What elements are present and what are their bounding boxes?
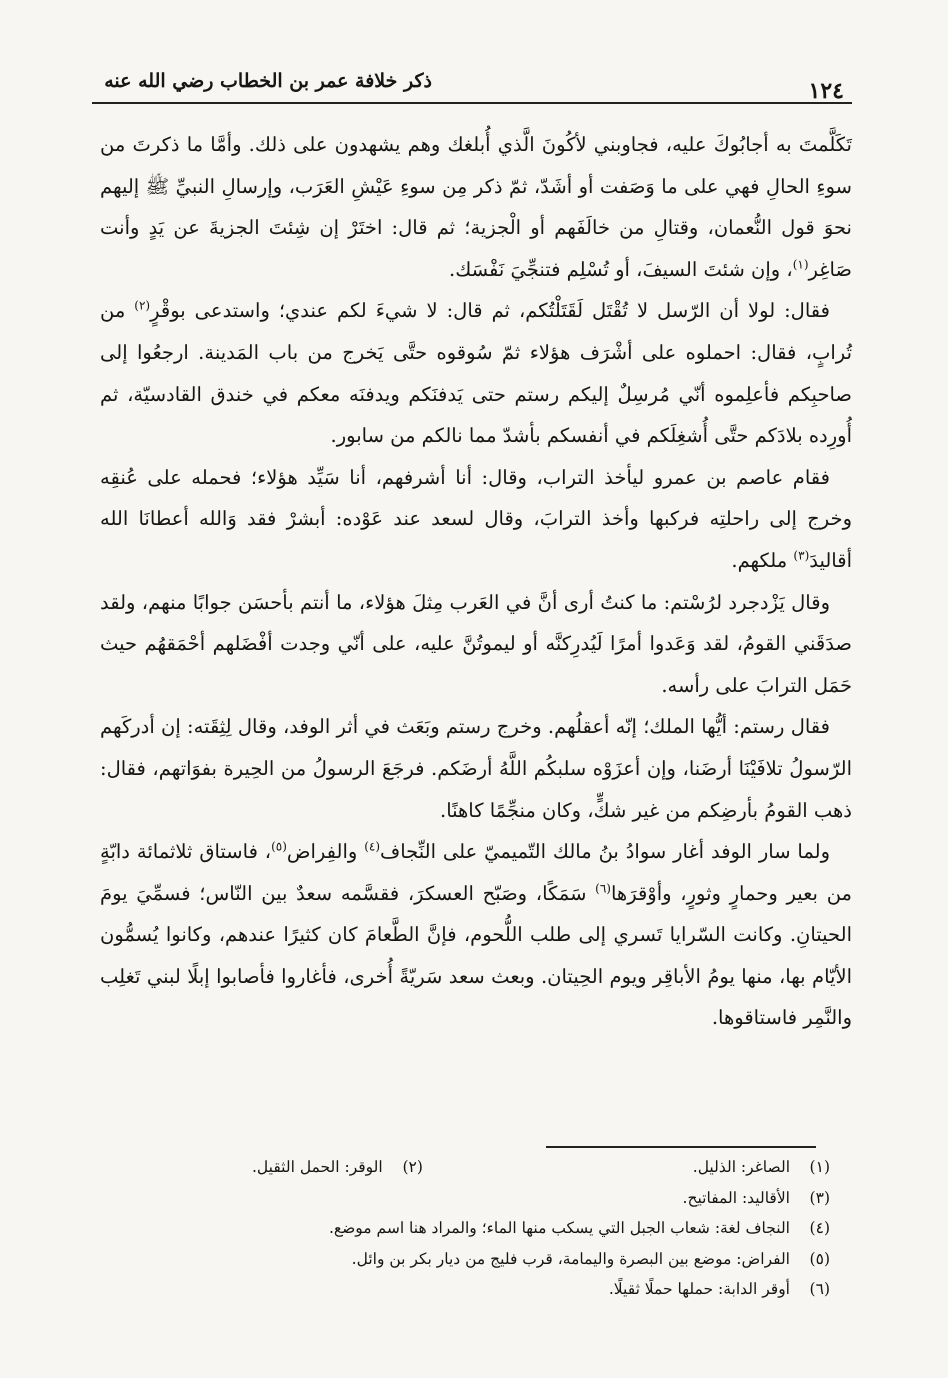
page-number: ١٢٤	[808, 78, 844, 104]
footnote-text: النجاف لغة: شعاب الجبل التي يسكب منها الماء؛ والمراد هنا اسم موضع.	[328, 1219, 790, 1237]
footnote-number: (٦)	[809, 1280, 830, 1298]
footnote-ref: (١)	[792, 257, 809, 272]
footnote-number: (٥)	[809, 1249, 830, 1268]
footnote	[230, 1274, 830, 1305]
footnote-text: الأقاليد: المفاتيح.	[682, 1188, 790, 1207]
paragraph	[100, 457, 852, 582]
paragraph-text: فقام عاصم بن عمرو ليأخذ التراب، وقال: أنا أشرفهم، أنا سَيِّد هؤلاء؛ فحمله على عُنقِه وخرج إلى راحلتِه فركبها وأخذ الترابَ، وقال لسعد عند عَوْده: أبشرْ فقد وَالله أعطانَا الله أقاليدَ	[100, 465, 852, 572]
footnote-text: الوقر: الحمل الثقيل.	[252, 1158, 383, 1176]
paragraph-text: سَمَكًا، وصَبّح العسكرَ، فقسَّمه سعدٌ بين النّاس؛ فسمِّيَ يومَ الحيتانِ. وكانت السّرايا تَسري إلى طلب اللُّحوم، فإنَّ الطَّعامَ كان كثيرًا عندهم، وكانوا يُسمُّون الأيّام بها، منها يومُ الأباقِر ويوم الحِيتان. وبعث سعد سَريّةً أُخرى، فأغاروا فأصابوا إبلًا لبني تَغلِب والنَّمِر فاستاقوها.	[100, 881, 852, 1030]
footnote-ref: (٥)	[271, 839, 287, 854]
paragraph	[100, 124, 852, 290]
footnote-separator	[546, 1146, 816, 1148]
footnote	[230, 1183, 830, 1214]
footnote-number: (٣)	[809, 1188, 830, 1207]
footnote-number: (٢)	[402, 1158, 423, 1176]
paragraph-text: تَكَلَّمتَ به أجابُوكَ عليه، فجاوبني لأكُونَ الَّذي أُبلغك وهم يشهدون على ذلك. وأمَّا ما ذكرتَ من سوءِ الحالِ فهي على ما وَصَفت أو أشَدّ، ثمّ ذكر مِن سوءِ عَيْشِ العَرَب، وإرسالِ النبيِّ ﷺ إليهم نحوَ قول النُّعمان، وقتالِ من خالَفَهم أو الْجزية؛ ثم قال: اختَرْ إن شِئتَ الجزيةَ عن يَدٍ وأنت صَاغِر	[100, 133, 852, 281]
paragraph-text: ، فاستاق ثلاثمائة دابّةٍ من بعير وحمارٍ وثورٍ، وأوْقرَها	[100, 840, 852, 905]
paragraph-text: من تُرابٍ، فقال: احملوه على أشْرَف هؤلاء ثمّ سُوقوه حتَّى يَخرج من باب المَدينة. ارجعُوا إلى صاحبِكم فأعلِموه أنّي مُرسِلٌ إليكم رستم حتى يَدفنَكم ويدفنَه معكم في خندق القادسيّة، ثم أُورِده بلادَكم حتَّى أُشغِلَكم في أنفسكم بأشدّ مما نالكم من سابور.	[100, 299, 852, 448]
paragraph-text: وقال يَزْدجرد لرُسْتم: ما كنتُ أرى أنَّ في العَرب مِثلَ هؤلاء، ما أنتم بأحسَن جوابًا منهم، ولقد صدَقَني القومُ، لقد وَعَدوا أمرًا لَيُدرِكنَّه أو ليموتُنَّ عليه، على أنّي وجدت أفْضَلهم أحْمَقهُم حيث حَمَل الترابَ على رأسه.	[100, 590, 852, 697]
footnote-ref: (٦)	[595, 881, 611, 896]
paragraph-text: فقال رستم: أيُّها الملك؛ إنّه أعقلُهم. وخرج رستم وبَعَث في أثر الوفد، وقال لِثِقَته: إن أدركَهم الرّسولُ تلافَيْنَا أرضَنا، وإن أعزَوْه سلبكُم اللَّهُ أرضَكم. فرجَعَ الرسولُ من الحِيرة بفوَاتهم، فقال: ذهب القومُ بأرضِكم من غير شكٍّ، وكان منجِّمًا كاهنًا.	[100, 715, 852, 822]
paragraph-text: ، وإن شئتَ السيفَ، أو تُسْلِم فتنجِّيَ نَفْسَك.	[449, 257, 793, 281]
body-text	[100, 124, 852, 1039]
paragraph	[100, 290, 852, 456]
footnote-number: (٤)	[809, 1219, 830, 1237]
paragraph	[100, 831, 852, 1039]
header-rule	[92, 102, 852, 104]
footnote	[230, 1213, 830, 1244]
paragraph	[100, 582, 852, 707]
footnote-text: الصاغر: الذليل.	[692, 1158, 790, 1176]
chapter-title: ذكر خلافة عمر بن الخطاب رضي الله عنه	[104, 70, 432, 92]
paragraph-text: فقال: لولا أن الرّسل لا تُقْتَل لَقَتَلْتُكم، ثم قال: لا شيءَ لكم عندي؛ واستدعى بوقْرٍ	[150, 299, 830, 323]
paragraph-text: والفِراض	[286, 840, 365, 864]
footnote-ref: (٢)	[134, 298, 151, 313]
footnote-text: الفراض: موضع بين البصرة واليمامة، قرب فليج من ديار بكر بن وائل.	[351, 1249, 790, 1268]
footnote-text: أوقر الدابة: حملها حملًا ثقيلًا.	[608, 1280, 790, 1298]
paragraph-text: ولما سار الوفد أغار سوادُ بنُ مالك التّميميّ على النِّجاف	[380, 840, 830, 864]
footnote	[230, 1244, 830, 1275]
footnote-ref: (٤)	[364, 839, 381, 854]
paragraph-text: ملكهم.	[731, 548, 794, 572]
running-header	[92, 64, 852, 104]
footnote-number: (١)	[809, 1158, 830, 1176]
footnote-ref: (٣)	[793, 548, 810, 563]
paragraph	[100, 706, 852, 831]
footnote-2	[252, 1152, 423, 1183]
